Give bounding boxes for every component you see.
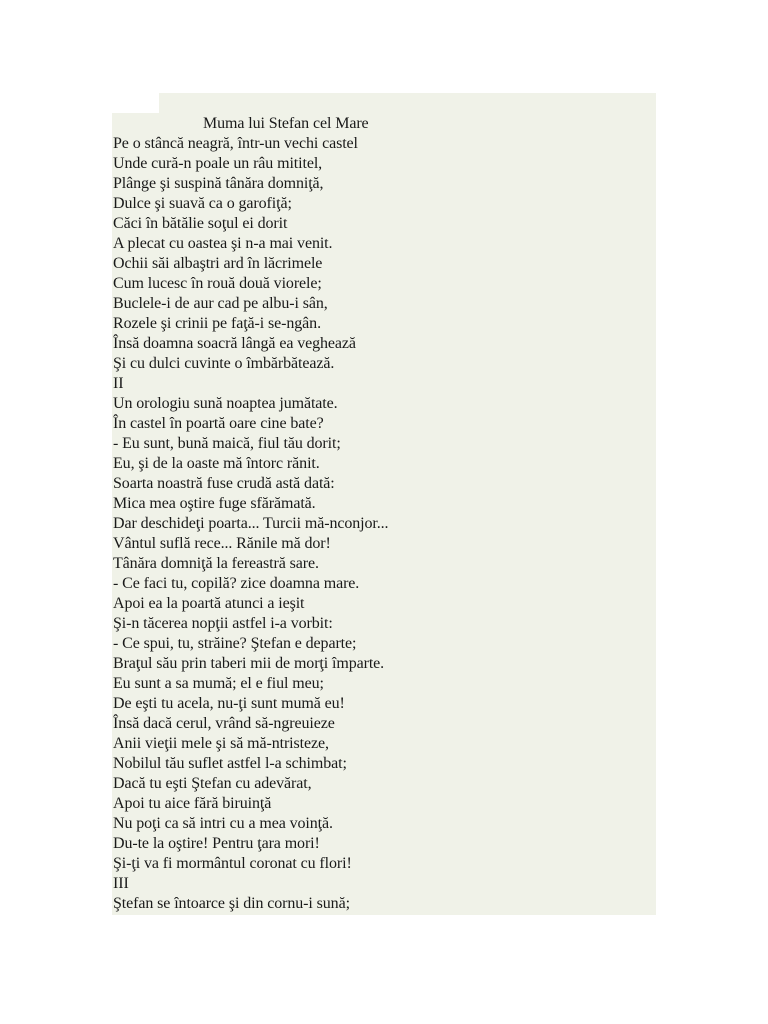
poem-line: Pe o stâncă neagră, într-un vechi castel [113, 135, 358, 152]
poem-line: - Ce faci tu, copilă? zice doamna mare. [113, 575, 360, 592]
poem-line: Un orologiu sună noaptea jumătate. [113, 395, 338, 412]
poem-line: Cum lucesc în rouă două viorele; [113, 275, 322, 292]
poem-line: Şi cu dulci cuvinte o îmbărbătează. [113, 355, 335, 372]
poem-text [113, 114, 653, 914]
poem-line: Buclele-i de aur cad pe albu-i sân, [113, 295, 328, 312]
poem-line: De eşti tu acela, nu-ţi sunt mumă eu! [113, 695, 345, 712]
poem-line: În castel în poartă oare cine bate? [113, 415, 324, 432]
page-corner-gap [112, 93, 159, 113]
poem-line: Eu, şi de la oaste mă întorc rănit. [113, 455, 320, 472]
poem-line: Du-te la oştire! Pentru ţara mori! [113, 835, 320, 852]
poem-line: Apoi ea la poartă atunci a ieşit [113, 595, 305, 612]
poem-line: Şi-ţi va fi mormântul coronat cu flori! [113, 855, 352, 872]
poem-line: III [113, 875, 129, 892]
poem-line: Nu poţi ca să intri cu a mea voinţă. [113, 815, 333, 832]
poem-line: Apoi tu aice fără biruinţă [113, 795, 272, 812]
poem-line: Vântul suflă rece... Rănile mă dor! [113, 535, 331, 552]
poem-line: Dulce şi suavă ca o garofiţă; [113, 195, 292, 212]
poem-line: Nobilul tău suflet astfel l-a schimbat; [113, 755, 347, 772]
poem-line: - Ce spui, tu, străine? Ştefan e departe; [113, 635, 357, 652]
poem-line: Rozele şi crinii pe faţă-i se-ngân. [113, 315, 321, 332]
poem-line: Mica mea oştire fuge sfărămată. [113, 495, 316, 512]
poem-line: Însă doamna soacră lângă ea veghează [113, 335, 356, 352]
poem-lines [113, 134, 653, 914]
poem-line: Ştefan se întoarce şi din cornu-i sună; [113, 895, 350, 912]
poem-line: II [113, 375, 124, 392]
poem-line: Plânge şi suspină tânăra domniţă, [113, 175, 324, 192]
poem-line: Dar deschideţi poarta... Turcii mă-nconjor... [113, 515, 389, 532]
poem-line: Însă dacă cerul, vrând să-ngreuieze [113, 715, 335, 732]
poem-line: Braţul său prin taberi mii de morţi împarte. [113, 655, 385, 672]
poem-line: A plecat cu oastea şi n-a mai venit. [113, 235, 333, 252]
poem-line: Ochii săi albaştri ard în lăcrimele [113, 255, 323, 272]
poem-line: Eu sunt a sa mumă; el e fiul meu; [113, 675, 324, 692]
poem-line: Tânăra domniţă la fereastră sare. [113, 555, 319, 572]
poem-line: Şi-n tăcerea nopţii astfel i-a vorbit: [113, 615, 333, 632]
poem-title: Muma lui Stefan cel Mare [203, 115, 369, 132]
poem-line: Soarta noastră fuse crudă astă dată: [113, 475, 335, 492]
poem-line: Căci în bătălie soţul ei dorit [113, 215, 288, 232]
poem-line: Unde cură-n poale un râu mititel, [113, 155, 323, 172]
poem-line: Dacă tu eşti Ştefan cu adevărat, [113, 775, 312, 792]
poem-line: - Eu sunt, bună maică, fiul tău dorit; [113, 435, 341, 452]
poem-line: Anii vieţii mele şi să mă-ntristeze, [113, 735, 329, 752]
